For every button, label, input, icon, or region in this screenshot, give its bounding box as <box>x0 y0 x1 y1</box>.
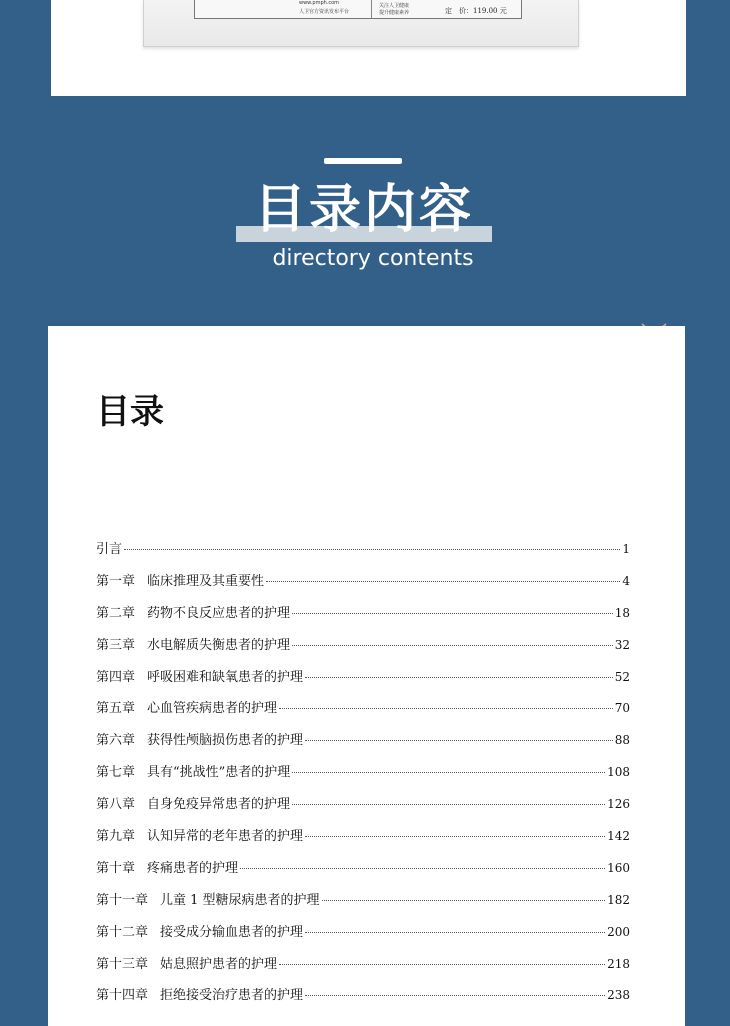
book-info-divider <box>371 0 372 18</box>
toc-entry-name: 临床推理及其重要性 <box>147 573 265 589</box>
toc-entry-name: 自身免疫异常患者的护理 <box>147 797 291 813</box>
toc-entry-chapter: 第十二章 <box>96 924 149 940</box>
toc-entry-chapter: 第九章 <box>96 829 136 845</box>
toc-entry-page: 18 <box>614 605 630 620</box>
toc-entry-leader-dots <box>305 931 605 933</box>
header-accent-bar <box>324 158 402 164</box>
toc-entry-page: 182 <box>607 892 630 907</box>
toc-entry-leader-dots <box>305 676 613 678</box>
toc-entry-chapter: 第八章 <box>96 797 136 813</box>
toc-entry-leader-dots <box>305 739 613 741</box>
toc-entry-name: 获得性颅脑损伤患者的护理 <box>147 733 304 749</box>
book-back-cover-card <box>51 0 686 96</box>
toc-entry-chapter: 第十三章 <box>96 956 149 972</box>
book-price: 定 价：119.00 元 <box>445 7 507 15</box>
toc-entry-name: 心血管疾病患者的护理 <box>147 701 278 717</box>
toc-entry-page: 52 <box>614 669 630 684</box>
toc-entry-leader-dots <box>279 963 605 965</box>
section-subtitle: directory contents <box>272 246 474 271</box>
toc-entry <box>96 697 630 729</box>
toc-list <box>96 538 630 1016</box>
toc-entry-chapter: 引言 <box>96 542 123 557</box>
toc-entry-leader-dots <box>292 803 605 805</box>
toc-entry-name: 具有“挑战性”患者的护理 <box>147 765 291 781</box>
toc-entry-chapter: 第十四章 <box>96 988 149 1004</box>
toc-entry-page: 88 <box>614 733 630 748</box>
toc-entry <box>96 570 630 602</box>
toc-entry <box>96 889 630 921</box>
toc-entry-chapter: 第四章 <box>96 669 136 685</box>
toc-entry-page: 32 <box>614 637 630 652</box>
toc-entry-leader-dots <box>240 867 605 869</box>
toc-entry-name: 药物不良反应患者的护理 <box>147 605 291 621</box>
toc-entry-leader-dots <box>305 835 605 837</box>
section-title: 目录内容 <box>253 180 474 240</box>
toc-entry-chapter: 第十章 <box>96 860 136 876</box>
toc-entry-name: 接受成分输血患者的护理 <box>160 924 304 940</box>
toc-entry-name: 姑息照护患者的护理 <box>160 956 278 972</box>
book-note-line1: 关注人卫健康 <box>379 3 410 9</box>
toc-entry-name: 疼痛患者的护理 <box>147 860 239 876</box>
toc-entry-page: 142 <box>607 829 630 844</box>
toc-entry <box>96 634 630 666</box>
toc-entry <box>96 666 630 698</box>
toc-entry-leader-dots <box>305 994 605 996</box>
toc-entry <box>96 857 630 889</box>
toc-entry <box>96 953 630 985</box>
toc-entry-leader-dots <box>124 548 620 550</box>
toc-entry-chapter: 第六章 <box>96 733 136 749</box>
toc-entry <box>96 602 630 634</box>
toc-title: 目录 <box>96 392 164 432</box>
toc-entry-leader-dots <box>292 644 613 646</box>
toc-entry-leader-dots <box>292 612 613 614</box>
toc-entry-page: 160 <box>607 860 630 875</box>
toc-entry-leader-dots <box>292 771 605 773</box>
toc-entry-chapter: 第一章 <box>96 573 136 589</box>
toc-entry-page: 200 <box>607 924 630 939</box>
toc-entry <box>96 538 630 570</box>
toc-entry-chapter: 第二章 <box>96 605 136 621</box>
toc-entry-page: 238 <box>607 988 630 1003</box>
toc-entry-page: 108 <box>607 765 630 780</box>
toc-entry-name: 呼吸困难和缺氧患者的护理 <box>147 669 304 685</box>
toc-entry <box>96 921 630 953</box>
toc-entry-name: 认知异常的老年患者的护理 <box>147 829 304 845</box>
book-note-line2: 提升健康素养 <box>379 10 410 16</box>
toc-entry-name: 儿童 1 型糖尿病患者的护理 <box>160 892 320 908</box>
book-info-box <box>194 0 522 19</box>
toc-entry-chapter: 第七章 <box>96 765 136 781</box>
toc-entry <box>96 793 630 825</box>
book-publisher-line: 人卫官方资讯发布平台 <box>299 9 350 15</box>
toc-page <box>48 326 685 1026</box>
toc-entry-chapter: 第十一章 <box>96 892 149 908</box>
toc-entry-leader-dots <box>279 707 613 709</box>
toc-entry-leader-dots <box>322 899 606 901</box>
toc-entry <box>96 825 630 857</box>
toc-entry <box>96 761 630 793</box>
toc-entry-leader-dots <box>266 580 620 582</box>
toc-entry-name: 水电解质失衡患者的护理 <box>147 637 291 653</box>
toc-entry-page: 1 <box>622 542 630 556</box>
toc-entry <box>96 729 630 761</box>
toc-entry-page: 4 <box>622 573 630 588</box>
toc-entry-chapter: 第五章 <box>96 701 136 717</box>
book-back-cover <box>143 0 579 47</box>
toc-entry-chapter: 第三章 <box>96 637 136 653</box>
toc-entry-page: 70 <box>614 701 630 716</box>
toc-entry-page: 126 <box>607 797 630 812</box>
toc-entry <box>96 984 630 1016</box>
toc-entry-page: 218 <box>607 956 630 971</box>
book-url: www.pmph.com <box>299 0 340 6</box>
toc-entry-name: 拒绝接受治疗患者的护理 <box>160 988 304 1004</box>
